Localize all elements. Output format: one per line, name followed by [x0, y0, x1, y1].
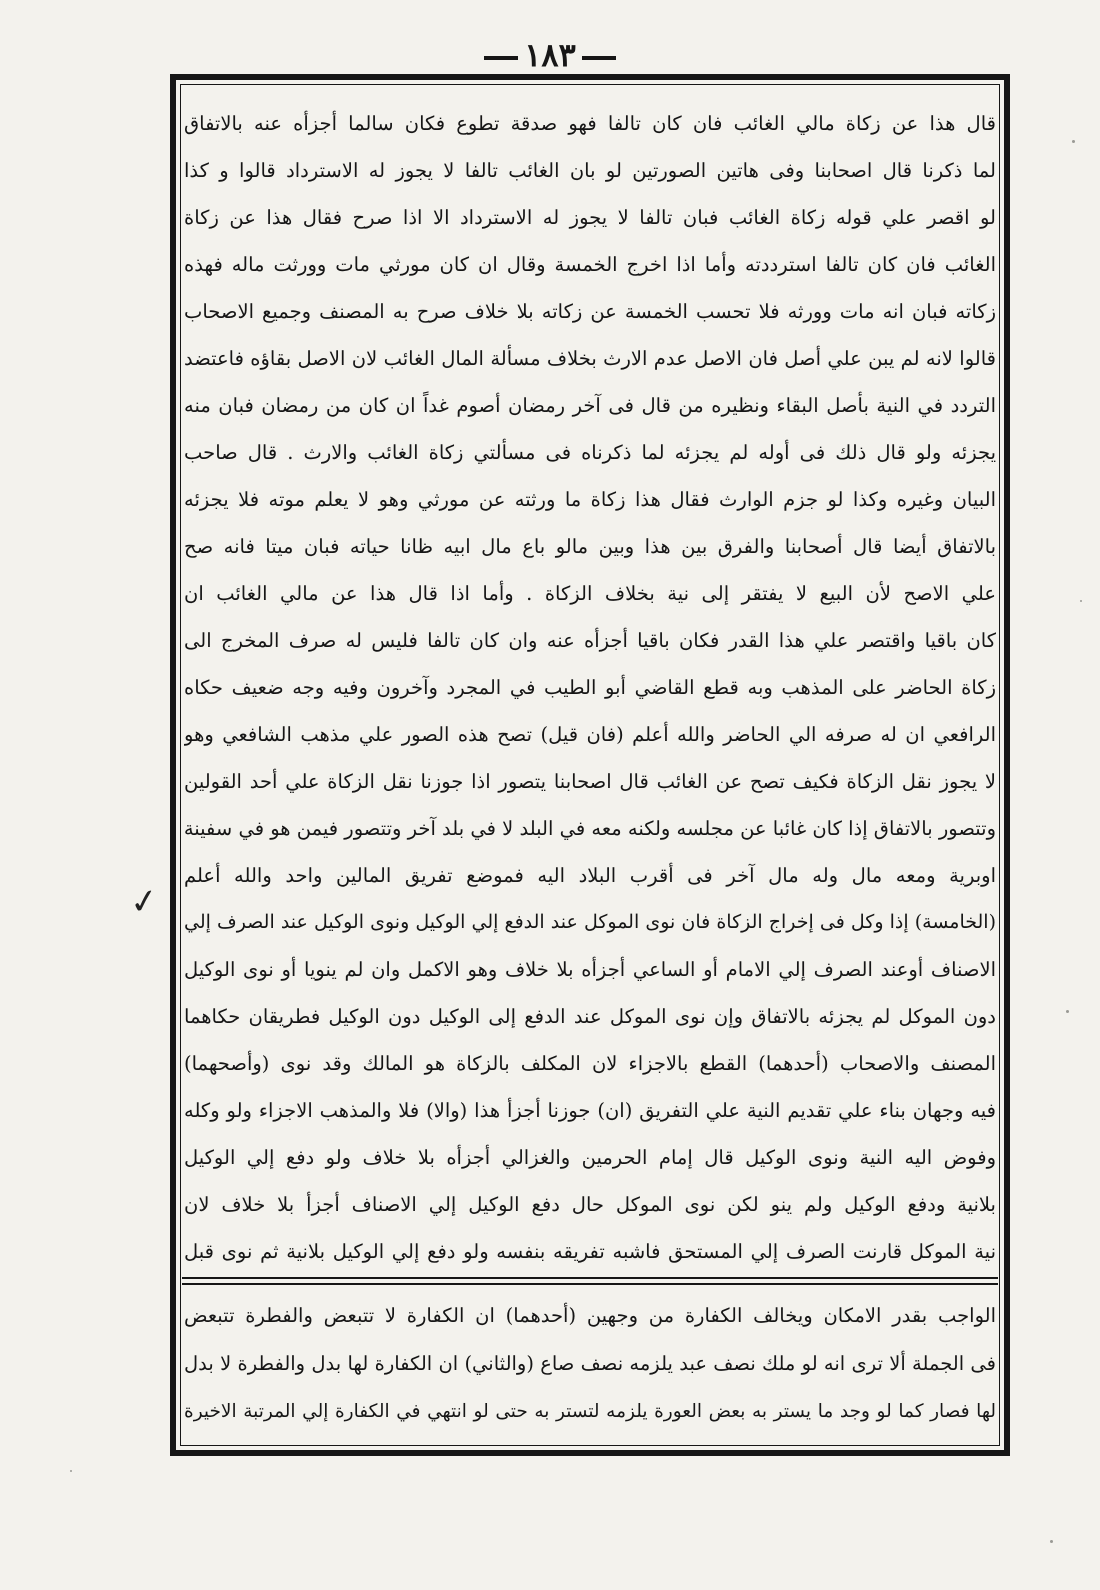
text-line: يجزئه ولو قال ذلك فى أوله لم يجزئه لما ذكرناه فى مسألتي زكاة الغائب والارث . قال صاحب — [184, 441, 996, 464]
text-line: بالاتفاق أيضا قال أصحابنا والفرق بين هذا وبين مالو باع مال ابيه ظانا حياته فبان ميتا فانه صح — [184, 535, 996, 558]
main-text-block — [184, 100, 996, 1275]
footnote-line: الواجب بقدر الامكان ويخالف الكفارة من وجهين (أحدهما) ان الكفارة لا تتبعض والفطرة تتبعض — [184, 1304, 996, 1327]
text-line: الغائب فان كان تالفا استرددته وأما اذا اخرج الخمسة وقال ان كان مورثي مات وورثت ماله فهذه — [184, 253, 996, 276]
text-line: كان باقيا واقتصر علي هذا القدر فكان باقيا أجزأه عنه وان كان تالفا فليس له صرف المخرج الى — [184, 629, 996, 652]
text-line: دون الموكل لم يجزئه بالاتفاق وإن نوى الموكل عند الدفع إلى الوكيل دون الوكيل فطريقان حكاهما — [184, 1005, 996, 1028]
page-number — [0, 36, 1100, 74]
text-line: اوبرية ومعه مال وله مال آخر فى أقرب البلاد اليه فموضع تفريق المالين واحد والله أعلم — [184, 864, 996, 887]
text-line: الاصناف أوعند الصرف إلي الامام أو الساعي أجزأه بلا خلاف وهو الاكمل وان لم ينويا أو نوى الوكيل — [184, 958, 996, 981]
text-line: (الخامسة) إذا وكل فى إخراج الزكاة فان نوى الموكل عند الدفع إلي الوكيل ونوى الوكيل عند الصرف إلي — [184, 911, 996, 933]
text-line: وتتصور بالاتفاق إذا كان غائبا عن مجلسه ولكنه معه في البلد لا في بلد آخر وتتصور فيمن هو في سفينة — [184, 817, 996, 840]
scan-speck — [70, 1470, 72, 1472]
footnote-line: فى الجملة ألا ترى انه لو ملك نصف عبد يلزمه نصف صاع (والثاني) ان الكفارة لها بدل والفطرة لا بدل — [184, 1352, 996, 1375]
page-number-dash-left — [484, 56, 518, 60]
text-line: وفوض اليه النية ونوى الوكيل قال إمام الحرمين والغزالي أجزأه بلا خلاف ولو دفع إلي الوكيل — [184, 1146, 996, 1169]
text-line: بلانية ودفع الوكيل ولم ينو لكن نوى الموكل حال دفع الوكيل إلي الاصناف أجزأ بلا خلاف لان — [184, 1193, 996, 1216]
text-line: لا يجوز نقل الزكاة فكيف تصح عن الغائب قال اصحابنا يتصور اذا جوزنا نقل الزكاة علي أحد القولين — [184, 770, 996, 793]
scan-speck — [1080, 600, 1082, 602]
footnote-block — [184, 1292, 996, 1436]
text-line: المصنف والاصحاب (أحدهما) القطع بالاجزاء لان المكلف بالزكاة هو المالك وقد نوى (وأصحهما) — [184, 1052, 996, 1075]
scan-speck — [1066, 1010, 1069, 1013]
text-line: قال هذا عن زكاة مالي الغائب فان كان تالفا فهو صدقة تطوع فكان سالما أجزأه عنه بالاتفاق — [184, 112, 996, 135]
scan-speck — [1050, 1540, 1053, 1543]
text-line: لو اقصر علي قوله زكاة الغائب فبان تالفا لا يجوز له الاسترداد الا اذا صرح فقال هذا عن زكاة — [184, 206, 996, 229]
text-line: نية الموكل قارنت الصرف إلي المستحق فاشبه تفريقه بنفسه ولو دفع إلي الوكيل بلانية ثم نوى قبل — [184, 1240, 996, 1263]
scan-speck — [1072, 140, 1075, 143]
text-line: قالوا لانه لم يبن علي أصل فان الاصل عدم الارث بخلاف مسألة المال الغائب لان الاصل بقاؤه فاعتضد — [184, 347, 996, 370]
footnote-separator — [182, 1277, 998, 1285]
text-line: زكاة الحاضر على المذهب وبه قطع القاضي أبو الطيب في المجرد وآخرون وفيه وجه ضعيف حكاه — [184, 676, 996, 699]
page-number-text: ١٨٣ — [524, 36, 576, 74]
text-line: البيان وغيره وكذا لو جزم الوارث فقال هذا زكاة ما ورثته عن مورثي وهو لا يعلم موته فلا يجزئه — [184, 488, 996, 511]
text-line: علي الاصح لأن البيع لا يفتقر إلى نية بخلاف الزكاة . وأما اذا قال هذا عن مالي الغائب ان — [184, 582, 996, 605]
text-line: الرافعي ان له صرفه الي الحاضر والله أعلم (فان قيل) تصح هذه الصور علي مذهب الشافعي وهو — [184, 723, 996, 746]
text-line: التردد في النية بأصل البقاء ونظيره من قال فى آخر رمضان أصوم غداً ان كان من رمضان فبان منه — [184, 394, 996, 417]
text-line: زكاته فبان انه مات وورثه فلا تحسب الخمسة عن زكاته بلا خلاف صرح به المصنف وجميع الاصحاب — [184, 300, 996, 323]
margin-check-mark: ✓ — [127, 880, 162, 924]
footnote-line: لها فصار كما لو وجد ما يستر به بعض العورة يلزمه لتستر به حتى لو انتهي في الكفارة إلي المرتبة الاخيرة — [184, 1401, 996, 1422]
page-number-dash-right — [582, 56, 616, 60]
text-line: فيه وجهان بناء علي تقديم النية علي التفريق (ان) جوزنا أجزأ هذا (والا) فلا والمذهب الاجزاء ولو وكله — [184, 1099, 996, 1122]
text-line: لما ذكرنا قال اصحابنا وفى هاتين الصورتين لو بان الغائب تالفا لا يجوز له الاسترداد قالوا و كذا — [184, 159, 996, 182]
